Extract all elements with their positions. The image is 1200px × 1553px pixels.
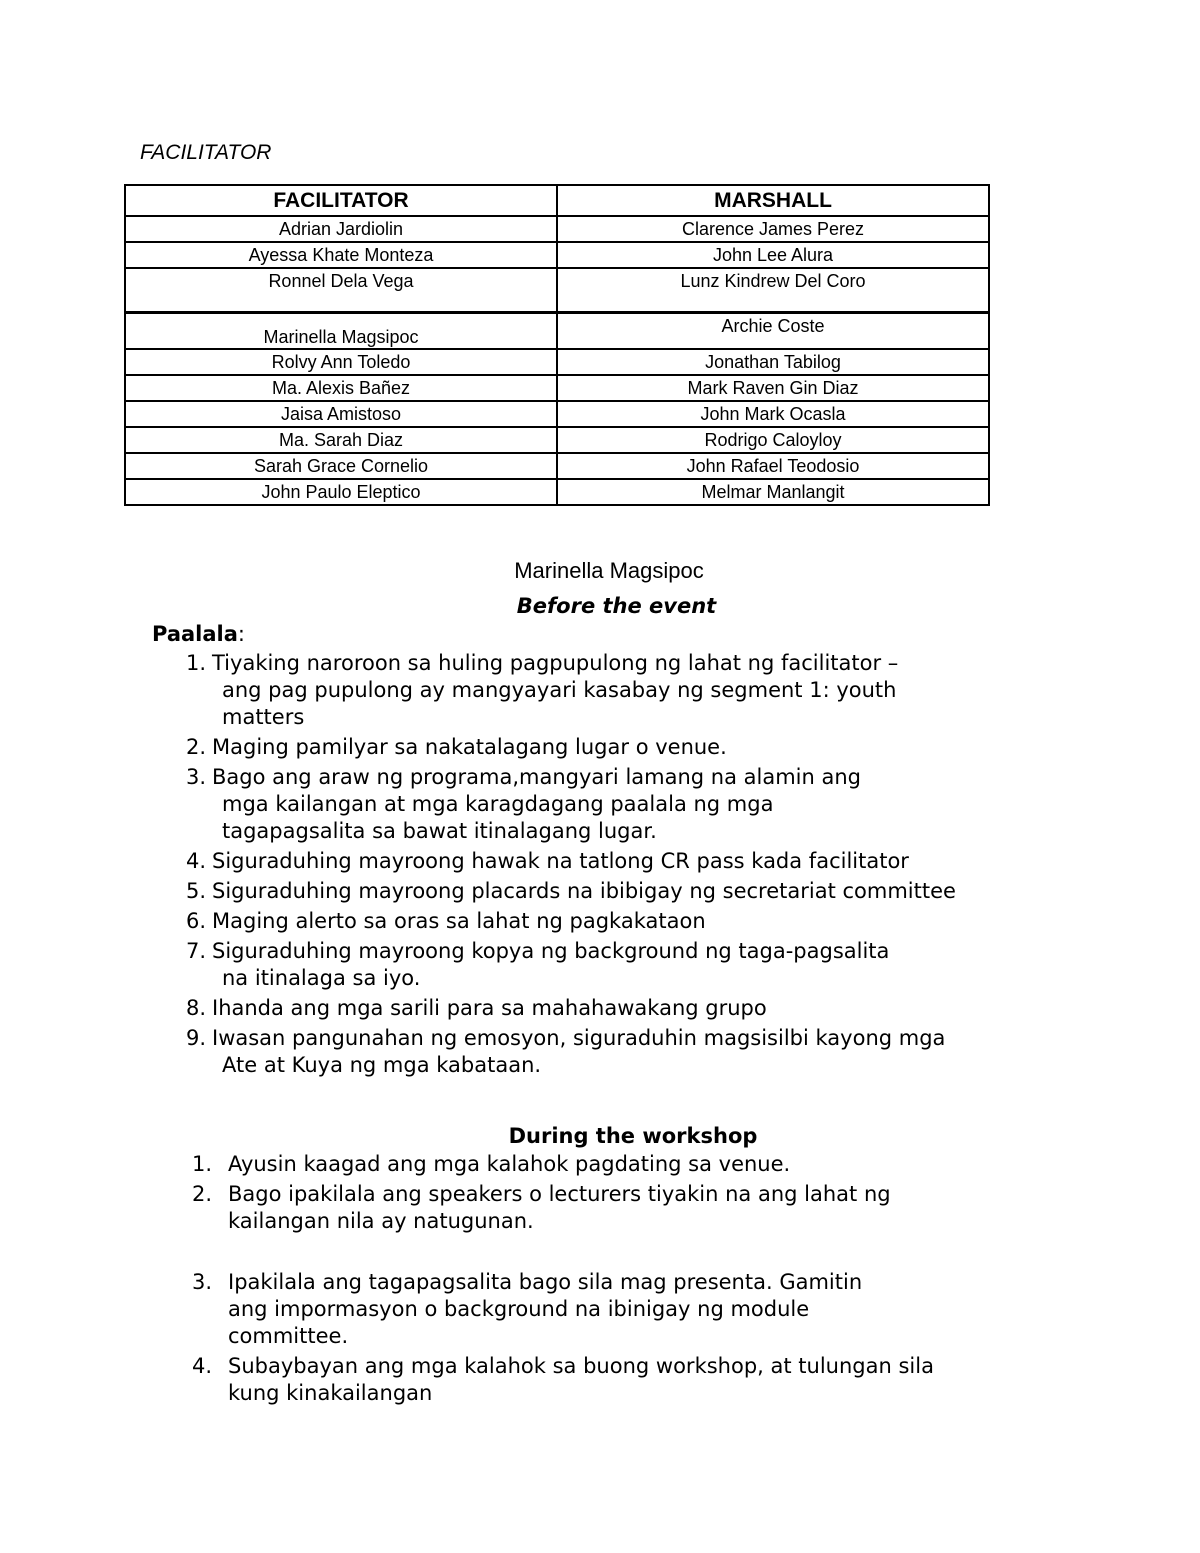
list-item-number: 5.	[186, 879, 207, 903]
list-item-number: 3.	[186, 765, 207, 789]
list-item	[186, 995, 1086, 1022]
list-item-number: 3.	[192, 1270, 213, 1294]
list-item-line: Bago ang araw ng programa,mangyari lamang na alamin ang	[212, 765, 861, 789]
list-item-line: Maging pamilyar sa nakatalagang lugar o venue.	[212, 735, 727, 759]
list-item-line: kailangan nila ay natugunan.	[228, 1209, 534, 1233]
list-item-line: kung kinakailangan	[228, 1381, 433, 1405]
facilitator-cell: Ma. Sarah Diaz	[125, 427, 557, 453]
table-row	[125, 453, 989, 479]
facilitator-marshall-table	[124, 184, 990, 506]
list-item	[192, 1151, 1072, 1178]
table-row	[125, 216, 989, 242]
facilitator-cell: Rolvy Ann Toledo	[125, 349, 557, 375]
marshall-cell: Melmar Manlangit	[557, 479, 989, 505]
table-row	[125, 375, 989, 401]
facilitator-name: Marinella Magsipoc	[514, 558, 704, 583]
list-item-number: 2.	[186, 735, 207, 759]
before-event-list	[186, 650, 1086, 1082]
marshall-cell: Lunz Kindrew Del Coro	[557, 268, 989, 313]
list-item-line: Siguraduhing mayroong placards na ibibigay ng secretariat committee	[212, 879, 956, 903]
table-row	[125, 268, 989, 313]
list-item-line: ang impormasyon o background na ibinigay ng module	[228, 1297, 810, 1321]
facilitator-cell: John Paulo Eleptico	[125, 479, 557, 505]
list-item-line: Maging alerto sa oras sa lahat ng pagkakataon	[212, 909, 706, 933]
column-header-facilitator: FACILITATOR	[125, 185, 557, 216]
facilitator-cell: Adrian Jardiolin	[125, 216, 557, 242]
marshall-cell: John Mark Ocasla	[557, 401, 989, 427]
list-item-line: Tiyaking naroroon sa huling pagpupulong ng lahat ng facilitator –	[212, 651, 899, 675]
facilitator-cell: Marinella Magsipoc	[125, 313, 557, 350]
list-item-line: tagapagsalita sa bawat itinalagang lugar.	[222, 819, 657, 843]
list-item-line: na itinalaga sa iyo.	[222, 966, 421, 990]
table-row	[125, 313, 989, 350]
list-item-line: Siguraduhing mayroong kopya ng background ng taga-pagsalita	[212, 939, 890, 963]
list-item-line: Ate at Kuya ng mga kabataan.	[222, 1053, 542, 1077]
facilitator-cell: Jaisa Amistoso	[125, 401, 557, 427]
table-row	[125, 349, 989, 375]
list-item-line: Subaybayan ang mga kalahok sa buong workshop, at tulungan sila	[228, 1354, 934, 1378]
list-item	[192, 1181, 1072, 1235]
page-heading: FACILITATOR	[140, 141, 272, 164]
table-header-row	[125, 185, 989, 216]
marshall-cell: John Lee Alura	[557, 242, 989, 268]
list-item-line: Bago ipakilala ang speakers o lecturers tiyakin na ang lahat ng	[228, 1182, 891, 1206]
list-item-line: committee.	[228, 1324, 349, 1348]
table-row	[125, 427, 989, 453]
list-item-line: ang pag pupulong ay mangyayari kasabay ng segment 1: youth	[222, 678, 897, 702]
list-item-number: 7.	[186, 939, 207, 963]
list-item-number: 8.	[186, 996, 207, 1020]
list-item-line: mga kailangan at mga karagdagang paalala ng mga	[222, 792, 774, 816]
during-workshop-list	[192, 1151, 1072, 1410]
list-item-line: Siguraduhing mayroong hawak na tatlong CR pass kada facilitator	[212, 849, 909, 873]
paalala-label: Paalala:	[152, 622, 245, 646]
list-item-line: matters	[222, 705, 305, 729]
during-workshop-title: During the workshop	[508, 1124, 758, 1148]
list-item-line: Ihanda ang mga sarili para sa mahahawakang grupo	[212, 996, 767, 1020]
list-item	[186, 764, 1086, 845]
list-item-number: 4.	[192, 1354, 213, 1378]
marshall-cell: Mark Raven Gin Diaz	[557, 375, 989, 401]
facilitator-cell: Ma. Alexis Bañez	[125, 375, 557, 401]
list-item-number: 6.	[186, 909, 207, 933]
paalala-text: Paalala	[152, 622, 238, 646]
list-item-number: 1.	[186, 651, 207, 675]
marshall-cell: John Rafael Teodosio	[557, 453, 989, 479]
facilitator-cell: Ayessa Khate Monteza	[125, 242, 557, 268]
marshall-cell: Jonathan Tabilog	[557, 349, 989, 375]
facilitator-cell: Ronnel Dela Vega	[125, 268, 557, 313]
column-header-marshall: MARSHALL	[557, 185, 989, 216]
list-item-line: Ayusin kaagad ang mga kalahok pagdating sa venue.	[228, 1152, 791, 1176]
facilitator-cell: Sarah Grace Cornelio	[125, 453, 557, 479]
list-item	[186, 734, 1086, 761]
list-item	[186, 848, 1086, 875]
list-item	[186, 908, 1086, 935]
list-item-number: 9.	[186, 1026, 207, 1050]
list-item	[186, 878, 1086, 905]
list-item	[186, 938, 1086, 992]
list-item-number: 1.	[192, 1152, 213, 1176]
list-item-line: Iwasan pangunahan ng emosyon, siguraduhin magsisilbi kayong mga	[212, 1026, 946, 1050]
table-row	[125, 401, 989, 427]
table-row	[125, 479, 989, 505]
list-item	[192, 1269, 1072, 1350]
before-event-title: Before the event	[516, 594, 717, 618]
marshall-cell: Rodrigo Caloyloy	[557, 427, 989, 453]
list-item-line: Ipakilala ang tagapagsalita bago sila mag presenta. Gamitin	[228, 1270, 863, 1294]
list-item-number: 4.	[186, 849, 207, 873]
list-item	[186, 1025, 1086, 1079]
table-row	[125, 242, 989, 268]
marshall-cell: Clarence James Perez	[557, 216, 989, 242]
list-item	[192, 1353, 1072, 1407]
marshall-cell: Archie Coste	[557, 313, 989, 350]
list-item-number: 2.	[192, 1182, 213, 1206]
list-item	[186, 650, 1086, 731]
